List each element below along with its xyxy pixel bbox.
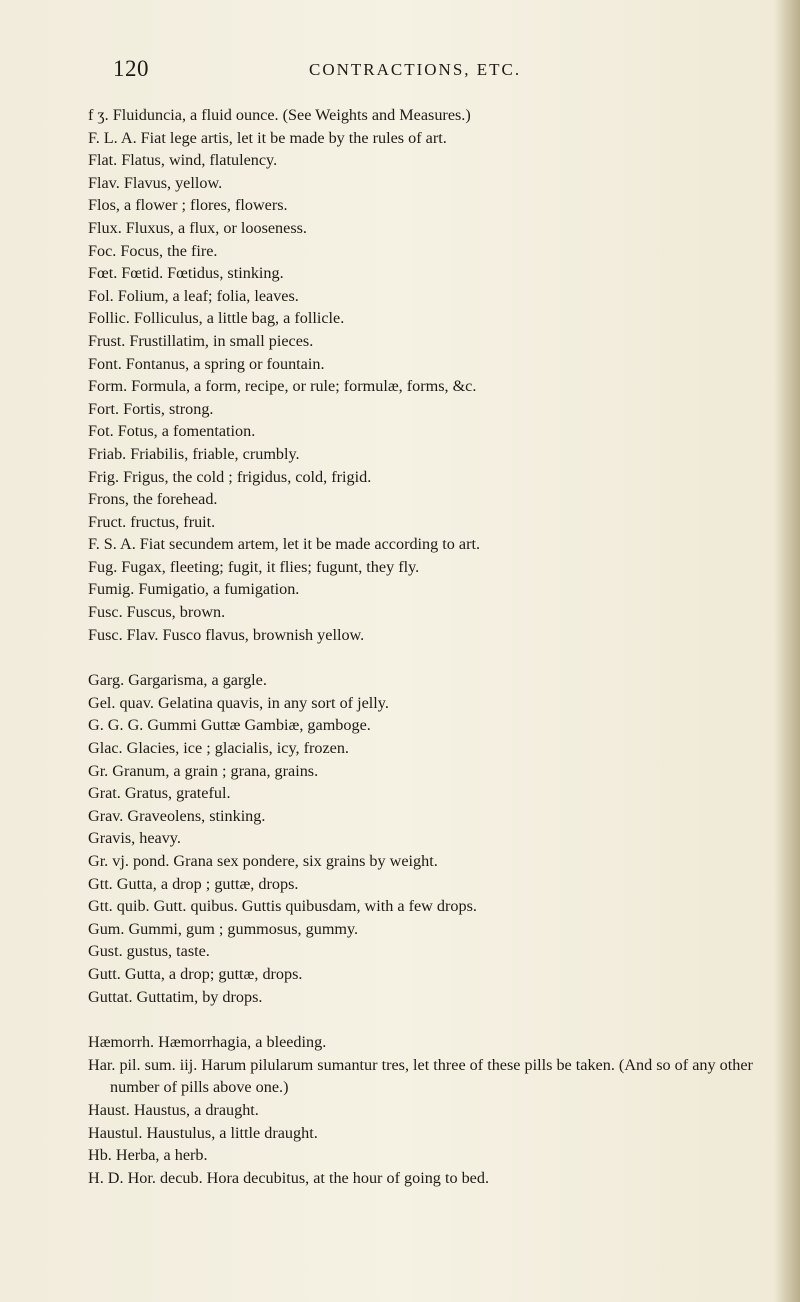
entry: Gravis, heavy. [88,829,181,848]
entry: Flux. Fluxus, a flux, or looseness. [88,218,307,237]
entry: Guttat. Guttatim, by drops. [88,987,263,1006]
entry: Fort. Fortis, strong. [88,399,214,418]
entry: Foc. Focus, the fire. [88,241,218,260]
entry: Gel. quav. Gelatina quavis, in any sort of jelly. [88,693,389,712]
entry: Frons, the forehead. [88,490,218,509]
entry: Frust. Frustillatim, in small pieces. [88,331,314,350]
section-gap [88,1008,778,1031]
entry: Fug. Fugax, fleeting; fugit, it flies; fugunt, they fly. [88,557,420,576]
entry: Haust. Haustus, a draught. [88,1100,259,1119]
entry: Fusc. Fuscus, brown. [88,603,226,622]
entry: F. S. A. Fiat secundem artem, let it be made according to art. [88,535,481,554]
entry: Follic. Folliculus, a little bag, a follicle. [88,309,345,328]
entry: Form. Formula, a form, recipe, or rule; formulæ, forms, &c. [88,377,477,396]
entry: Fot. Fotus, a fomentation. [88,422,256,441]
page-number: 120 [113,56,149,81]
entry: Gutt. Gutta, a drop; guttæ, drops. [88,964,303,983]
entry: Frig. Frigus, the cold ; frigidus, cold, frigid. [88,467,372,486]
entry: Friab. Friabilis, friable, crumbly. [88,444,300,463]
entry: Hæmorrh. Hæmorrhagia, a bleeding. [88,1033,327,1052]
entry: Gtt. quib. Gutt. quibus. Guttis quibusdam, with a few drops. [88,897,477,916]
page-header [78,56,638,90]
entry: Har. pil. sum. iij. Harum pilularum sumantur tres, let three of these pills be taken. (And so of any other number of pills above one.) [88,1055,753,1097]
entry: Flat. Flatus, wind, flatulency. [88,151,278,170]
entry: Gust. gustus, taste. [88,942,210,961]
entry: f ʒ. Fluiduncia, a fluid ounce. (See Weights and Measures.) [88,106,471,124]
entry: Gtt. Gutta, a drop ; guttæ, drops. [88,874,299,893]
entry: Fumig. Fumigatio, a fumigation. [88,580,300,599]
entry: Fruct. fructus, fruit. [88,512,216,531]
entry: Grat. Gratus, grateful. [88,784,231,803]
section-gap [88,646,778,669]
entry: Hb. Herba, a herb. [88,1146,208,1165]
entry: Font. Fontanus, a spring or fountain. [88,354,325,373]
entry: Grav. Graveolens, stinking. [88,806,266,825]
entry: Garg. Gargarisma, a gargle. [88,671,267,690]
entry: Fusc. Flav. Fusco flavus, brownish yellow. [88,625,365,644]
entry: Glac. Glacies, ice ; glacialis, icy, frozen. [88,739,349,758]
abbreviation-list [88,104,778,1189]
entry: G. G. G. Gummi Guttæ Gambiæ, gamboge. [88,716,371,735]
section-h [88,1031,778,1189]
entry: Gum. Gummi, gum ; gummosus, gummy. [88,919,359,938]
entry: Gr. Granum, a grain ; grana, grains. [88,761,319,780]
entry: Fœt. Fœtid. Fœtidus, stinking. [88,264,284,283]
entry: Flos, a flower ; flores, flowers. [88,196,288,215]
entry: Fol. Folium, a leaf; folia, leaves. [88,286,299,305]
section-f [88,104,778,646]
section-g [88,669,778,1008]
entry: H. D. Hor. decub. Hora decubitus, at the hour of going to bed. [88,1168,490,1187]
entry: Gr. vj. pond. Grana sex pondere, six grains by weight. [88,852,438,870]
entry: F. L. A. Fiat lege artis, let it be made by the rules of art. [88,128,447,147]
running-head: CONTRACTIONS, ETC. [309,60,522,79]
entry: Haustul. Haustulus, a little draught. [88,1123,318,1142]
entry: Flav. Flavus, yellow. [88,173,223,192]
